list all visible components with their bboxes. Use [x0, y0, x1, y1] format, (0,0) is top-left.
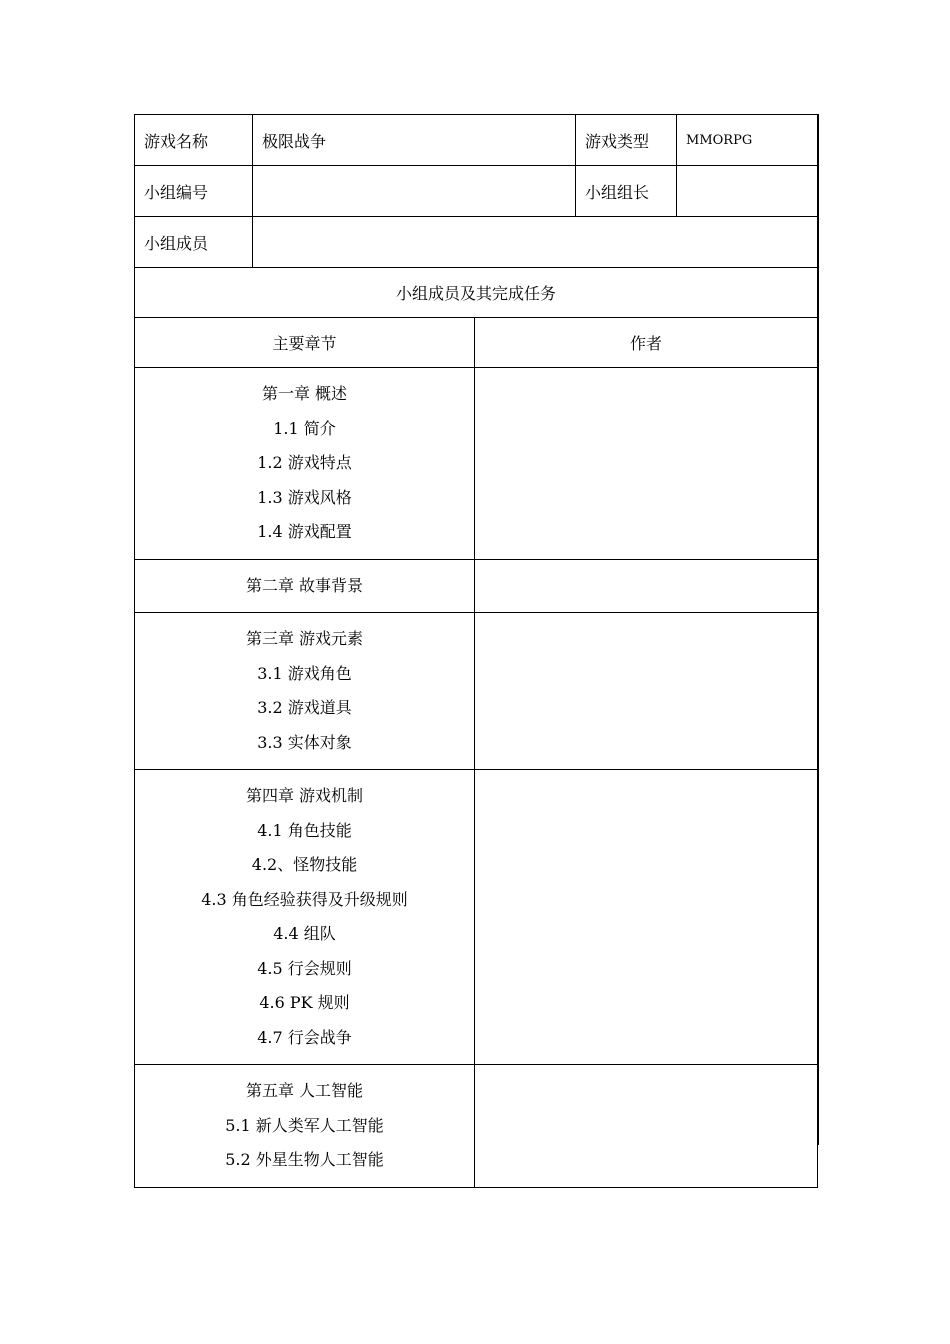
column-header-chapters: 主要章节: [135, 318, 475, 368]
chapter-row: [135, 770, 818, 1065]
row-section-title: [135, 268, 818, 318]
chapter-line: 1.1 简介: [273, 418, 336, 438]
section-title: 小组成员及其完成任务: [135, 268, 818, 318]
chapter-line: 3.1 游戏角色: [257, 663, 352, 683]
chapter-line: 第一章 概述: [261, 384, 348, 403]
author-cell-4: [475, 770, 818, 1065]
chapter-line: 第三章 游戏元素: [245, 629, 364, 648]
chapter-line: 3.2 游戏道具: [257, 698, 352, 717]
row-column-headers: [135, 318, 818, 368]
column-header-author: 作者: [475, 318, 818, 368]
chapter-cell-1: [135, 368, 475, 560]
chapter-cell-4: [135, 770, 475, 1065]
chapter-line: 5.1 新人类军人工智能: [225, 1115, 384, 1135]
author-cell-1: [475, 368, 818, 560]
chapter-line: 4.4 组队: [273, 924, 336, 943]
game-type-label: 游戏类型: [576, 115, 677, 166]
chapter-line: 第四章 游戏机制: [245, 786, 364, 805]
chapter-line: 4.3 角色经验获得及升级规则: [201, 889, 408, 909]
chapter-line: 5.2 外星生物人工智能: [225, 1150, 384, 1169]
chapter-line: 4.7 行会战争: [257, 1027, 352, 1047]
group-leader-label: 小组组长: [576, 166, 677, 217]
chapter-row: [135, 368, 818, 560]
chapter-line: 4.6 PK 规则: [259, 993, 350, 1012]
author-cell-3: [475, 613, 818, 770]
game-type-value: MMORPG: [677, 115, 818, 166]
row-members: [135, 217, 818, 268]
chapter-line: 1.4 游戏配置: [257, 522, 352, 541]
members-label: 小组成员: [135, 217, 253, 268]
group-leader-value: [677, 166, 818, 217]
row-group-info: [135, 166, 818, 217]
game-name-value: 极限战争: [253, 115, 576, 166]
members-value: [253, 217, 818, 268]
chapter-line: 第二章 故事背景: [245, 575, 364, 595]
chapter-row: [135, 613, 818, 770]
author-cell-2: [475, 559, 818, 613]
chapter-line: 1.3 游戏风格: [257, 487, 352, 507]
row-game-info: [135, 115, 818, 166]
game-name-label: 游戏名称: [135, 115, 253, 166]
chapter-line: 第五章 人工智能: [245, 1081, 364, 1100]
chapter-cell-3: [135, 613, 475, 770]
chapter-cell-2: [135, 559, 475, 613]
table-outer-right-border: [818, 114, 819, 1145]
chapter-cell-5: [135, 1065, 475, 1188]
chapter-line: 4.5 行会规则: [257, 958, 352, 978]
chapter-line: 3.3 实体对象: [257, 732, 352, 752]
chapter-line: 1.2 游戏特点: [257, 453, 352, 472]
chapter-line: 4.1 角色技能: [257, 820, 352, 840]
game-design-form-table: [134, 114, 818, 1188]
chapter-line: 4.2、怪物技能: [251, 855, 358, 874]
chapter-row: [135, 1065, 818, 1188]
group-no-value: [253, 166, 576, 217]
group-no-label: 小组编号: [135, 166, 253, 217]
author-cell-5: [475, 1065, 818, 1188]
chapter-row: [135, 559, 818, 613]
